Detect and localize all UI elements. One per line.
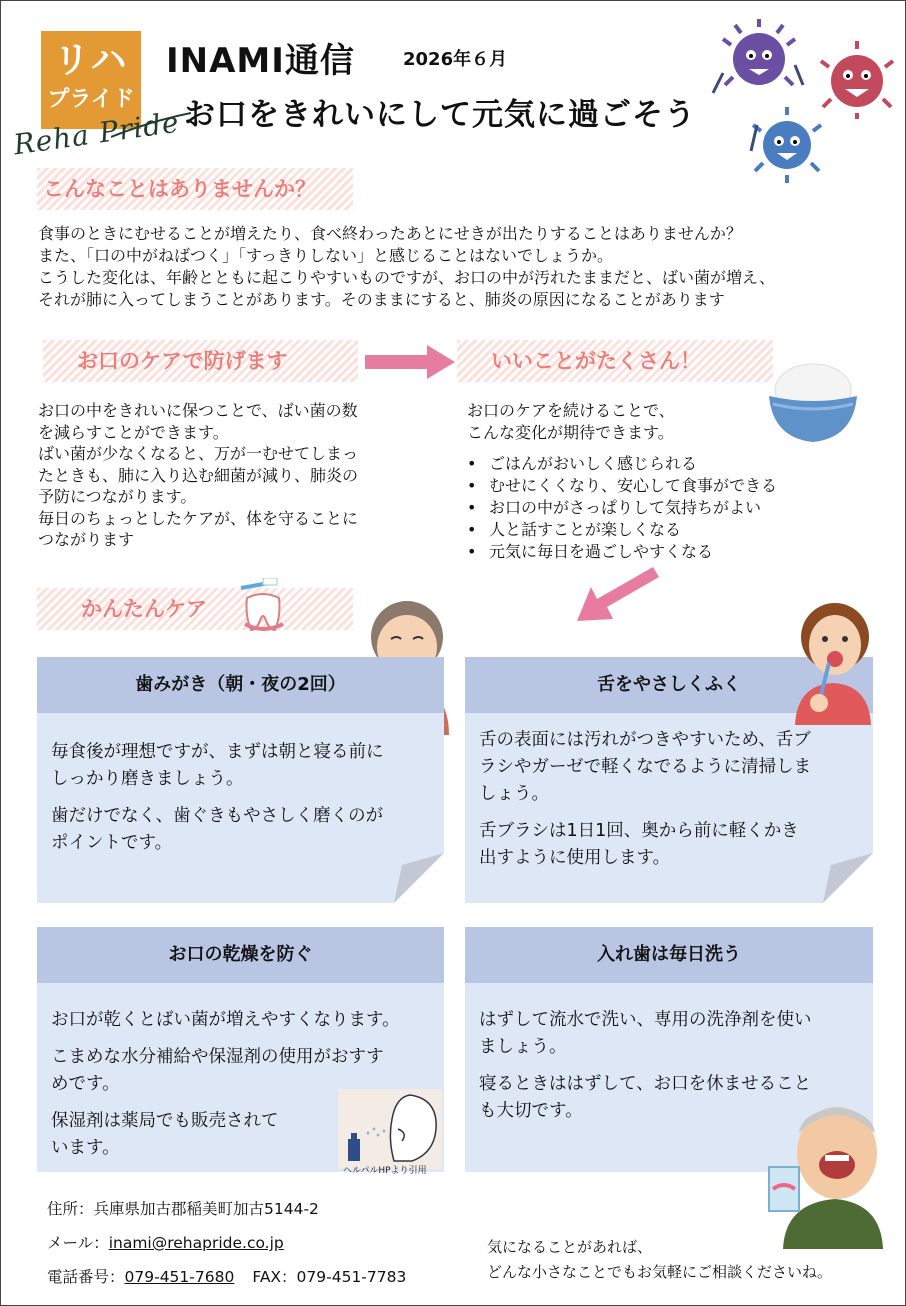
email-link[interactable]: inami@rehapride.co.jp	[108, 1234, 284, 1252]
right-arrow-icon	[365, 343, 457, 381]
rice-bowl-icon	[763, 346, 863, 446]
benefits-heading: いいことがたくさん！	[457, 340, 773, 382]
brushing-text: 毎食後が理想ですが、まずは朝と寝る前に しっかり磨きましょう。	[51, 742, 384, 789]
easy-care-heading: かんたんケア	[37, 588, 353, 630]
fax-number: 079-451-7783	[296, 1268, 407, 1286]
dryness-text: お口が乾くとばい菌が増えやすくなります。	[51, 1010, 400, 1030]
blue-germ-icon	[751, 107, 821, 183]
prevent-line: たときも、肺に入り込む細菌が減り、肺炎の	[38, 465, 359, 485]
prevent-line: つながります	[38, 530, 135, 549]
page-fold-icon	[823, 853, 873, 903]
intro-heading: こんなことはありませんか？	[37, 168, 353, 210]
phone-link[interactable]: 079-451-7680	[124, 1268, 235, 1286]
logo-script: Reha Pride	[11, 105, 182, 162]
brushing-text: 歯だけでなく、歯ぐきもやさしく磨くのが ポイントです。	[51, 806, 384, 853]
mail-row: メール：inami@rehapride.co.jp	[47, 1234, 284, 1252]
dentures-text: はずして流水で洗い、専用の洗浄剤を使い ましょう。	[479, 1010, 812, 1057]
benefits-text	[467, 400, 675, 444]
dryness-card-title: お口の乾燥を防ぐ	[37, 927, 444, 983]
list-item: • ごはんがおいしく感じられる	[467, 453, 777, 475]
logo-swash-icon	[111, 111, 191, 141]
brushing-card	[37, 657, 444, 903]
phone-row: 電話番号：079-451-7680 FAX：079-451-7783	[47, 1268, 407, 1286]
dryness-text: 保湿剤は薬局でも販売されて います。	[51, 1111, 279, 1158]
newsletter-subtitle: お口をきれいにして元気に過ごそう	[184, 97, 696, 133]
consult-message: 気になることがあれば、 どんな小さなことでもお気軽にご相談くださいね。	[487, 1238, 833, 1281]
prevent-line: 毎日のちょっとしたケアが、体を守ることに	[38, 508, 359, 528]
prevent-line: 予防につながります。	[38, 487, 197, 506]
logo-line-2: プライド	[47, 87, 135, 112]
intro-text	[38, 223, 775, 311]
dryness-text: こまめな水分補給や保湿剤の使用がおすす めです。	[51, 1047, 384, 1094]
prevent-line: を減らすことができます。	[38, 422, 229, 442]
tooth-toothbrush-icon	[237, 578, 289, 634]
benefits-line: こんな変化が期待できます。	[467, 423, 674, 442]
list-item: • むせにくくなり、安心して食事ができる	[467, 475, 777, 497]
address-row: 住所：兵庫県加古郡稲美町加古5144-2	[47, 1200, 319, 1218]
prevent-heading: お口のケアで防げます	[43, 340, 358, 382]
prevent-text	[38, 400, 358, 551]
moisturizer-spray-icon	[338, 1089, 442, 1169]
list-item: • お口の中がさっぱりして気持ちがよい	[467, 497, 777, 519]
intro-line: また、「口の中がねばつく」「すっきりしない」と感じることはないでしょうか。	[38, 246, 614, 265]
tongue-text: 舌ブラシは1日1回、奥から前に軽くかき 出すように使用します。	[479, 821, 799, 868]
newsletter-title: INAMI通信	[166, 41, 355, 81]
list-item: • 元気に毎日を過ごしやすくなる	[467, 541, 777, 563]
list-item: • 人と話すことが楽しくなる	[467, 519, 777, 541]
page-fold-icon	[394, 853, 444, 903]
issue-date: 2026年６月	[403, 49, 508, 70]
image-credit: ヘルパルHPより引用	[343, 1166, 427, 1176]
benefits-line: お口のケアを続けることで、	[467, 401, 675, 420]
purple-germ-icon	[713, 19, 803, 93]
dentures-card-title: 入れ歯は毎日洗う	[465, 927, 873, 983]
prevent-line: ばい菌が少なくなると、万が一むせてしまっ	[38, 444, 359, 463]
tongue-card-title: 舌をやさしくふく	[465, 657, 873, 713]
girl-tongue-cleaning-icon	[789, 593, 875, 725]
address: 兵庫県加古郡稲美町加古5144-2	[93, 1200, 319, 1218]
prevent-line: お口の中をきれいに保つことで、ばい菌の数	[38, 401, 358, 420]
elderly-man-dentures-icon	[763, 1093, 887, 1249]
red-germ-icon	[821, 41, 893, 119]
tongue-text: 舌の表面には汚れがつきやすいため、舌ブ ラシやガーゼで軽くなでるように清掃しま しょう。	[479, 730, 812, 804]
brushing-card-title: 歯みがき（朝・夜の2回）	[37, 657, 444, 713]
logo-line-1: リハ	[53, 40, 129, 81]
dentures-text: 寝るときははずして、お口を休ませること も大切です。	[479, 1074, 812, 1121]
contact-info	[47, 1192, 406, 1294]
intro-line: それが肺に入ってしまうことがあります。そのままにすると、肺炎の原因になることがあります	[38, 290, 725, 309]
intro-line: 食事のときにむせることが増えたり、食べ終わったあとにせきが出たりすることはありませんか？	[38, 224, 742, 243]
dryness-card	[37, 927, 444, 1176]
germs-illustration-icon	[709, 15, 899, 187]
benefits-list	[467, 453, 777, 563]
intro-line: こうした変化は、年齢とともに起こりやすいものですが、お口の中が汚れたままだと、ばい菌が増え、	[38, 268, 775, 287]
down-left-arrow-icon	[573, 563, 659, 625]
